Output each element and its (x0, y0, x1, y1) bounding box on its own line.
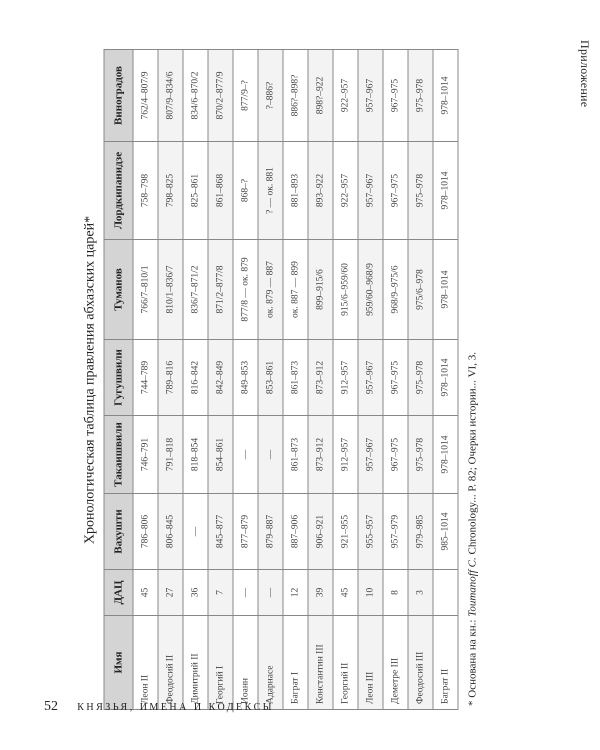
table-cell: 45 (333, 570, 358, 616)
table-cell: 957–967 (358, 416, 383, 494)
table-cell: 879–887 (258, 494, 283, 570)
table-row (208, 50, 233, 710)
table-row (383, 50, 408, 710)
table-cell: 816–842 (183, 340, 208, 416)
table-title: Хронологическая таблица правления абхазских царей* (82, 215, 98, 545)
table-cell: 798–825 (158, 142, 183, 240)
ruler-name-cell: Георгий II (333, 616, 358, 710)
table-cell: ?–886? (258, 50, 283, 142)
table-cell: 912–957 (333, 416, 358, 494)
table-cell: 957–979 (383, 494, 408, 570)
page-number: 52 (44, 699, 58, 714)
table-cell: 27 (158, 570, 183, 616)
table-cell: 886?–898? (283, 50, 308, 142)
ruler-name-cell: Георгий I (208, 616, 233, 710)
table-cell (433, 570, 458, 616)
table-row (408, 50, 433, 710)
table-row (133, 50, 158, 710)
table-cell: 746–791 (133, 416, 158, 494)
table-cell: 967–975 (383, 50, 408, 142)
table-cell: 853–861 (258, 340, 283, 416)
ruler-name-cell: Феодосий III (408, 616, 433, 710)
table-cell: 806–845 (158, 494, 183, 570)
table-cell: 825–861 (183, 142, 208, 240)
table-cell: 967–975 (383, 142, 408, 240)
table-cell: 922–957 (333, 142, 358, 240)
table-cell: 877–879 (233, 494, 258, 570)
table-cell: 877/8 — ок. 879 (233, 240, 258, 340)
table-cell: ок. 879 — 887 (258, 240, 283, 340)
table-cell: 791–818 (158, 416, 183, 494)
table-cell: 975–978 (408, 142, 433, 240)
table-cell: ок. 887 — 899 (283, 240, 308, 340)
footnote-marker: * (466, 700, 479, 706)
column-header: Такаишвили (104, 416, 133, 494)
table-row (233, 50, 258, 710)
table-cell: 842–849 (208, 340, 233, 416)
ruler-name-cell: Димитрий II (183, 616, 208, 710)
table-cell: 912–957 (333, 340, 358, 416)
table-cell: 807/9–834/6 (158, 50, 183, 142)
table-cell: 870/2–877/9 (208, 50, 233, 142)
table-row (433, 50, 458, 710)
footnote (467, 50, 479, 710)
table-cell: — (233, 416, 258, 494)
table-cell: — (233, 570, 258, 616)
table-cell: 906–921 (308, 494, 333, 570)
table-cell: 957–967 (358, 50, 383, 142)
table-cell: ? — ок. 881 (258, 142, 283, 240)
table-cell: 967–975 (383, 340, 408, 416)
table-cell: 978–1014 (433, 142, 458, 240)
table-cell: 957–967 (358, 340, 383, 416)
table-cell: 7 (208, 570, 233, 616)
table-cell: 985–1014 (433, 494, 458, 570)
footnote-prefix: Основана на кн.: (466, 616, 479, 698)
table-cell: 915/6–959/60 (333, 240, 358, 340)
column-header: Туманов (104, 240, 133, 340)
table-cell: 955–957 (358, 494, 383, 570)
ruler-name-cell: Леон III (358, 616, 383, 710)
table-cell: — (258, 570, 283, 616)
rotated-table-block (78, 50, 523, 710)
table-cell: 762/4–807/9 (133, 50, 158, 142)
ruler-name-cell: Адарнасе (258, 616, 283, 710)
table-cell: 921–955 (333, 494, 358, 570)
table-cell: 861–873 (283, 340, 308, 416)
table-row (283, 50, 308, 710)
footnote-author: Toumanoff C. (466, 557, 479, 617)
table-cell: 978–1014 (433, 240, 458, 340)
table-cell: 8 (383, 570, 408, 616)
page-footer (44, 698, 274, 715)
table-cell: 922–957 (333, 50, 358, 142)
table-cell: 873–912 (308, 416, 333, 494)
chronology-table (104, 49, 459, 710)
column-header: ДАЦ (104, 570, 133, 616)
table-cell: 861–873 (283, 416, 308, 494)
table-cell: 881–893 (283, 142, 308, 240)
table-cell: 39 (308, 570, 333, 616)
table-row (308, 50, 333, 710)
table-cell: 786–806 (133, 494, 158, 570)
table-cell: 871/2–877/8 (208, 240, 233, 340)
table-cell: 845–877 (208, 494, 233, 570)
table-cell: 834/6–870/2 (183, 50, 208, 142)
table-cell: 975–978 (408, 416, 433, 494)
ruler-name-cell: Баграт I (283, 616, 308, 710)
table-cell: 861–868 (208, 142, 233, 240)
table-cell: 849–853 (233, 340, 258, 416)
table-cell: 12 (283, 570, 308, 616)
table-cell: — (183, 494, 208, 570)
table-cell: 978–1014 (433, 50, 458, 142)
table-cell: 766/7–810/1 (133, 240, 158, 340)
table-cell: 959/60–968/9 (358, 240, 383, 340)
table-cell: 893–922 (308, 142, 333, 240)
table-cell: 968/9–975/6 (383, 240, 408, 340)
table-row (333, 50, 358, 710)
table-cell: 967–975 (383, 416, 408, 494)
table-cell: 873–912 (308, 340, 333, 416)
table-body (133, 50, 458, 710)
table-cell: 818–854 (183, 416, 208, 494)
table-cell: 45 (133, 570, 158, 616)
table-cell: 979–985 (408, 494, 433, 570)
table-cell: 975/6–978 (408, 240, 433, 340)
table-cell: 836/7–871/2 (183, 240, 208, 340)
table-cell: 868–? (233, 142, 258, 240)
table-row (158, 50, 183, 710)
column-header: Гугушвили (104, 340, 133, 416)
column-header: Виноградов (104, 50, 133, 142)
ruler-name-cell: Леон II (133, 616, 158, 710)
table-header-row (104, 50, 133, 710)
table-cell: 810/1–836/7 (158, 240, 183, 340)
table-cell: 10 (358, 570, 383, 616)
table-cell: 975–978 (408, 340, 433, 416)
table-cell: 898?–922 (308, 50, 333, 142)
table-cell: 854–861 (208, 416, 233, 494)
table-cell: 887–906 (283, 494, 308, 570)
ruler-name-cell: Баграт II (433, 616, 458, 710)
table-cell: 978–1014 (433, 416, 458, 494)
ruler-name-cell: Феодосий II (158, 616, 183, 710)
footnote-rest: Chronology... P. 82; Очерки истории... VI, 3. (466, 352, 479, 558)
table-cell: 957–967 (358, 142, 383, 240)
ruler-name-cell: Иоанн (233, 616, 258, 710)
column-header: Имя (104, 616, 133, 710)
table-cell: 36 (183, 570, 208, 616)
ruler-name-cell: Константин III (308, 616, 333, 710)
footer-running-title: КНЯЗЬЯ, ИМЕНА И КОДЕКСЫ (77, 702, 274, 713)
table-row (358, 50, 383, 710)
table-row (183, 50, 208, 710)
table-cell: 877/9–? (233, 50, 258, 142)
table-cell: 975–978 (408, 50, 433, 142)
table-cell: 744–789 (133, 340, 158, 416)
column-header: Лордкипанидзе (104, 142, 133, 240)
table-cell: 978–1014 (433, 340, 458, 416)
table-cell: 3 (408, 570, 433, 616)
column-header: Вахушти (104, 494, 133, 570)
table-cell: 789–816 (158, 340, 183, 416)
table-cell: — (258, 416, 283, 494)
table-cell: 899–915/6 (308, 240, 333, 340)
table-cell: 758–798 (133, 142, 158, 240)
ruler-name-cell: Деметре III (383, 616, 408, 710)
running-header: Приложение (578, 40, 592, 108)
table-row (258, 50, 283, 710)
